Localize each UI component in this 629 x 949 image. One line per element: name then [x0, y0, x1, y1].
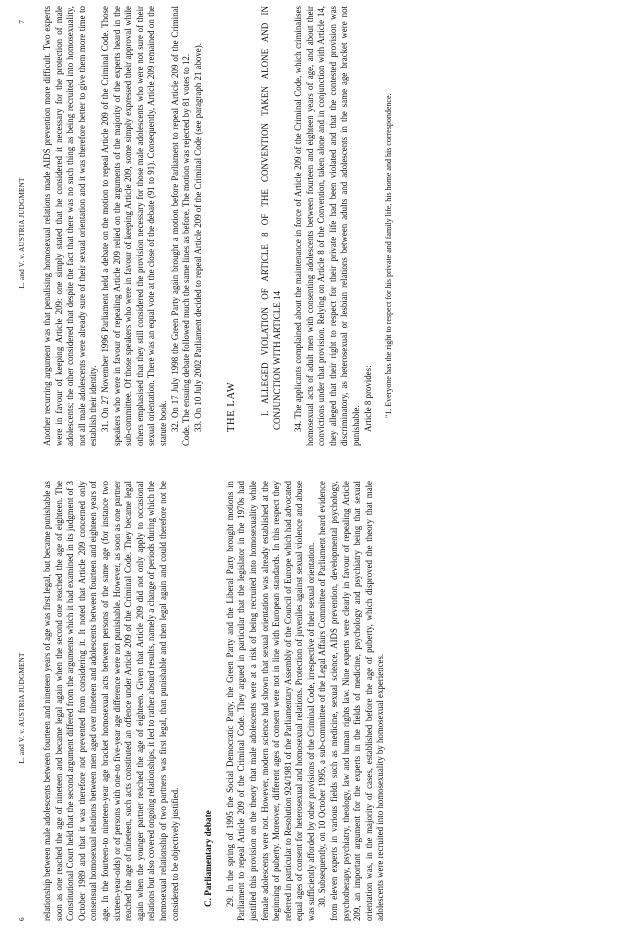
paragraph-continuation: Another recurring argument was that penalising homosexual relations made AIDS prevention more difficult. Two experts were in favour of keeping Article 209: one simply stated that he considered it necessary for the protection of male adolescents; the other considered that despite the fact that there was no such thing as being recruited into homosexuality, not all male adolescents were already sure of their sexual orientation and it was therefore better to give them more time to establish their identity.: [42, 6, 99, 446]
paragraph-32: 32. On 17 July 1998 the Green Party again brought a motion before Parliament to repeal Article 209 of the Criminal Code. The ensuing debate followed much the same lines as before. The motion was rejected by 81 votes to 12.: [169, 6, 192, 446]
right-page-number: 7: [18, 20, 26, 24]
right-page-body: [42, 6, 395, 446]
left-page-header: [18, 495, 32, 921]
paragraph-continuation: relationship between male adolescents between fourteen and nineteen years of age was first legal, but became punishable as soon as one reached the age of nineteen and became legal again when the second one reached the age of eighteen. The Constitutional Court held that the second argument differed from the arguments which it had examined in its judgment of 3 October 1989 and that it was therefore not prevented from considering it. It noted that Article 209 concerned only consensual homosexual relations between men aged over nineteen and adolescents between fourteen and eighteen years of age. In the fourteen-to nineteen-year age bracket homosexual acts between persons of the same age (for instance two sixteen-year-olds) or of persons with one-to five-year age difference were not punishable. However, as soon as one partner reached the age of nineteen, such acts constituted an offence under Article 209 of the Criminal Code. They became legal again when the younger partner reached the age of eighteen. Given that Article 209 did not only apply to occasional relations but also covered ongoing relationships, it led to rather absurd results, namely a change of periods during which the homosexual relationship of two partners was first legal, than punishable and then legal again and could therefore not be considered to be objectively justified.: [42, 481, 180, 921]
paragraph-30: 30. Subsequently, on 10 October 1995, a sub-committee of the Legal Affairs Committee of Parliament heard evidence from eleven experts in various fields such as medicine, sexual science, AIDS prevention, developmental psychology, psychotherapy, psychiatry, theology, law and human rights law. Nine experts were clearly in favour of repealing Article 209, an important argument for the experts in the fields of medicine, psychology and psychiatry being that sexual orientation was, in the majority of cases, established before the age of puberty, which disproved the theory that male adolescents were recruited into homosexuality by homosexual experiences.: [317, 481, 386, 921]
left-running-title: L. and V. v. AUSTRIA JUDGMENT: [18, 652, 26, 764]
right-page: [0, 0, 629, 474]
section-heading-parliamentary-debate: C. Parliamentary debate: [203, 810, 214, 907]
section-heading-article-8: I. ALLEGED VIOLATION OF ARTICLE 8 OF THE CONVENTION TAKEN ALONE AND IN CONJUNCTION WITH ARTICLE 14: [259, 6, 282, 430]
paragraph-34: 34. The applicants complained about the maintenance in force of Article 209 of the Criminal Code, which criminalises homosexual acts of adult men with consenting adolescents between fourteen and eighteen years of age, and about their convictions under that provision. Relying on Article 8 of the Convention, taken alone and in conjunction with Article 14, they alleged that their right to respect for their private life had been violated and that the contested provision was discriminatory, as heterosexual or lesbian relations between adults and adolescents in the same age bracket were not punishable.: [293, 6, 362, 446]
article-8-intro: Article 8 provides:: [362, 365, 373, 432]
part-heading-the-law: THE LAW: [226, 381, 238, 432]
paragraph-31: 31. On 27 November 1996 Parliament held a debate on the motion to repeal Article 209 of the Criminal Code. Those speakers who were in favour of repealing Article 209 relied on the arguments of the majority of the experts heard in the sub-committee. Of those speakers who were in favour of keeping Article 209, some simply expressed their approval while others emphasised that they still considered the provision necessary for those male adolescents who were not sure of their sexual orientation. There was an equal vote at the close of the debate (91 to 91). Consequently, Article 209 remained on the statute book.: [99, 6, 168, 446]
article-8-quote: "1. Everyone has the right to respect for his private and family life, his home and his correspondence.: [384, 93, 394, 418]
left-page: [0, 475, 629, 949]
left-page-body: [42, 481, 387, 921]
paragraph-33: 33. On 10 July 2002 Parliament decided to repeal Article 209 of the Criminal Code (see paragraph 21 above).: [192, 43, 203, 432]
paragraph-29: 29. In the spring of 1995 the Social Democratic Party, the Green Party and the Liberal Party brought motions in Parliament to repeal Article 209 of the Criminal Code. They argued in particular that the legislator in the 1970s had justified this provision on the theory that male adolescents were at a risk of being recruited into homosexuality while female adolescents were not. However, modern science had shown that sexual orientation was already established at the beginning of puberty. Moreover, different ages of consent were not in line with European standards. In this respect they referred in particular to Resolution 924/1981 of the Parliamentary Assembly of the Council of Europe which had advocated equal ages of consent for heterosexual and homosexual relations. Protection of juveniles against sexual violence and abuse was sufficiently afforded by other provisions of the Criminal Code, irrespective of their sexual orientation.: [224, 481, 316, 921]
left-page-number: 6: [18, 917, 26, 921]
right-running-title: L. and V. v. AUSTRIA JUDGMENT: [18, 177, 26, 289]
right-page-header: [18, 20, 32, 446]
